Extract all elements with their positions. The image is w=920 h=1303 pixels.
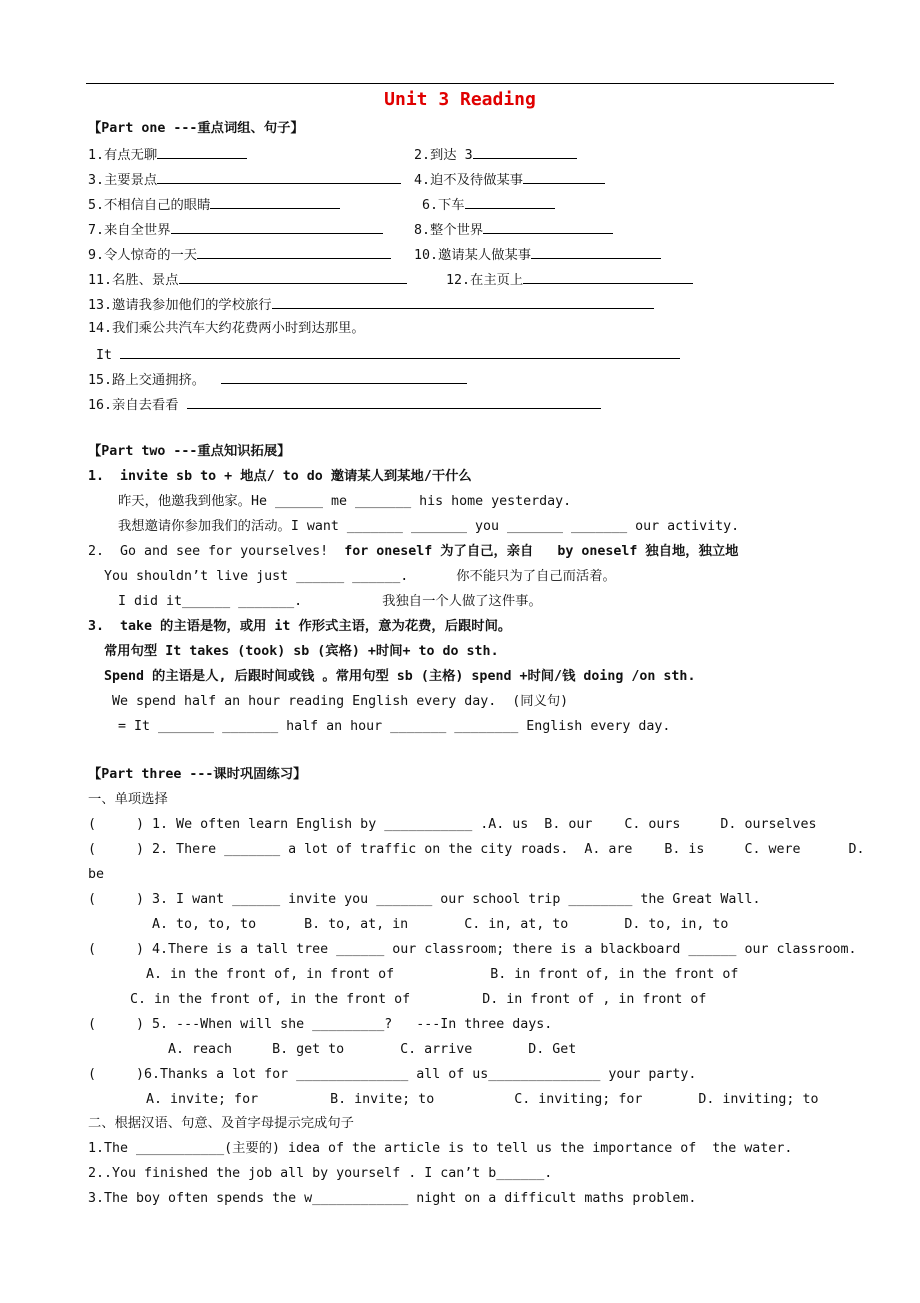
p3-fill-1: 1.The ___________(主要的) idea of the article is to tell us the importance of the water. — [88, 1141, 793, 1156]
top-rule — [86, 83, 834, 84]
p3-q5-options: A. reach B. get to C. arrive D. Get — [168, 1042, 577, 1057]
p1-item-2: 2.到达 3 — [414, 145, 577, 165]
p3-q4-options-ab: A. in the front of, in front of B. in front of, in the front of — [146, 967, 739, 982]
p1-item-5: 5.不相信自己的眼睛 — [88, 195, 340, 215]
p2-line-9: Spend 的主语是人, 后跟时间或钱 。常用句型 sb (主格) spend +时间/钱 doing /on sth. — [104, 669, 696, 684]
p3-q3: ( ) 3. I want ______ invite you _______ our school trip ________ the Great Wall. — [88, 892, 761, 907]
p1-item-6: 6.下车 — [422, 195, 555, 215]
p1-item-14: 14.我们乘公共汽车大约花费两小时到达那里。 — [88, 321, 365, 336]
part1-heading: 【Part one ---重点词组、句子】 — [88, 121, 304, 136]
p3-fill-2: 2..You finished the job all by yourself . I can’t b______. — [88, 1166, 553, 1181]
p3-q4-options-cd: C. in the front of, in the front of D. in front of , in front of — [130, 992, 707, 1007]
part3-heading: 【Part three ---课时巩固练习】 — [88, 767, 307, 782]
p2-line-3: 我想邀请你参加我们的活动。I want _______ _______ you _______ _______ our activity. — [118, 519, 740, 534]
p3-q2: ( ) 2. There _______ a lot of traffic on the city roads. A. are B. is C. were D. — [88, 842, 865, 857]
p2-line-5: You shouldn’t live just ______ ______. 你不能只为了自己而活着。 — [104, 569, 616, 584]
p2-line-6: I did it______ _______. 我独自一个人做了这件事。 — [118, 594, 542, 609]
p1-item-4: 4.迫不及待做某事 — [414, 170, 605, 190]
p1-item-11: 11.名胜、景点 — [88, 270, 407, 290]
p1-item-12: 12.在主页上 — [446, 270, 693, 290]
p1-item-16: 16.亲自去看看 — [88, 395, 601, 415]
p1-item-13: 13.邀请我参加他们的学校旅行 — [88, 295, 654, 315]
p1-item-9: 9.令人惊奇的一天 — [88, 245, 391, 265]
p3-q3-options: A. to, to, to B. to, at, in C. in, at, to D. to, in, to — [152, 917, 729, 932]
p2-line-8: 常用句型 It takes (took) sb (宾格) +时间+ to do sth. — [104, 644, 499, 659]
p1-item-14-answer: It — [96, 345, 680, 365]
p1-item-7: 7.来自全世界 — [88, 220, 383, 240]
page-title: Unit 3 Reading — [384, 89, 536, 110]
p3-q6-options: A. invite; for B. invite; to C. inviting; for D. inviting; to — [146, 1092, 819, 1107]
p2-line-4: 2. Go and see for yourselves! for oneself 为了自己，亲自 by oneself 独自地，独立地 — [88, 544, 739, 559]
p2-line-2: 昨天，他邀我到他家。He ______ me _______ his home yesterday. — [118, 494, 572, 509]
p2-line-11: = It _______ _______ half an hour _______ ________ English every day. — [118, 719, 671, 734]
part2-heading: 【Part two ---重点知识拓展】 — [88, 444, 291, 459]
p1-item-15: 15.路上交通拥挤。 — [88, 370, 467, 390]
p1-item-8: 8.整个世界 — [414, 220, 613, 240]
p3-section-1: 一、单项选择 — [88, 792, 168, 807]
p2-line-1: 1. invite sb to + 地点/ to do 邀请某人到某地/干什么 — [88, 469, 472, 484]
p3-q1: ( ) 1. We often learn English by ___________ .A. us B. our C. ours D. ourselves — [88, 817, 817, 832]
p3-fill-3: 3.The boy often spends the w____________ night on a difficult maths problem. — [88, 1191, 697, 1206]
p2-line-10: We spend half an hour reading English every day. (同义句) — [112, 694, 569, 709]
p3-q6: ( )6.Thanks a lot for ______________ all of us______________ your party. — [88, 1067, 697, 1082]
p3-q2-cont: be — [88, 867, 105, 882]
p3-q4: ( ) 4.There is a tall tree ______ our classroom; there is a blackboard ______ our classroom. — [88, 942, 857, 957]
p1-item-3: 3.主要景点 — [88, 170, 401, 190]
p3-section-2: 二、根据汉语、句意、及首字母提示完成句子 — [88, 1116, 354, 1131]
p2-line-7: 3. take 的主语是物，或用 it 作形式主语，意为花费，后跟时间。 — [88, 619, 512, 634]
p1-item-10: 10.邀请某人做某事 — [414, 245, 661, 265]
p3-q5: ( ) 5. ---When will she _________? ---In three days. — [88, 1017, 553, 1032]
p1-item-1: 1.有点无聊 — [88, 145, 247, 165]
